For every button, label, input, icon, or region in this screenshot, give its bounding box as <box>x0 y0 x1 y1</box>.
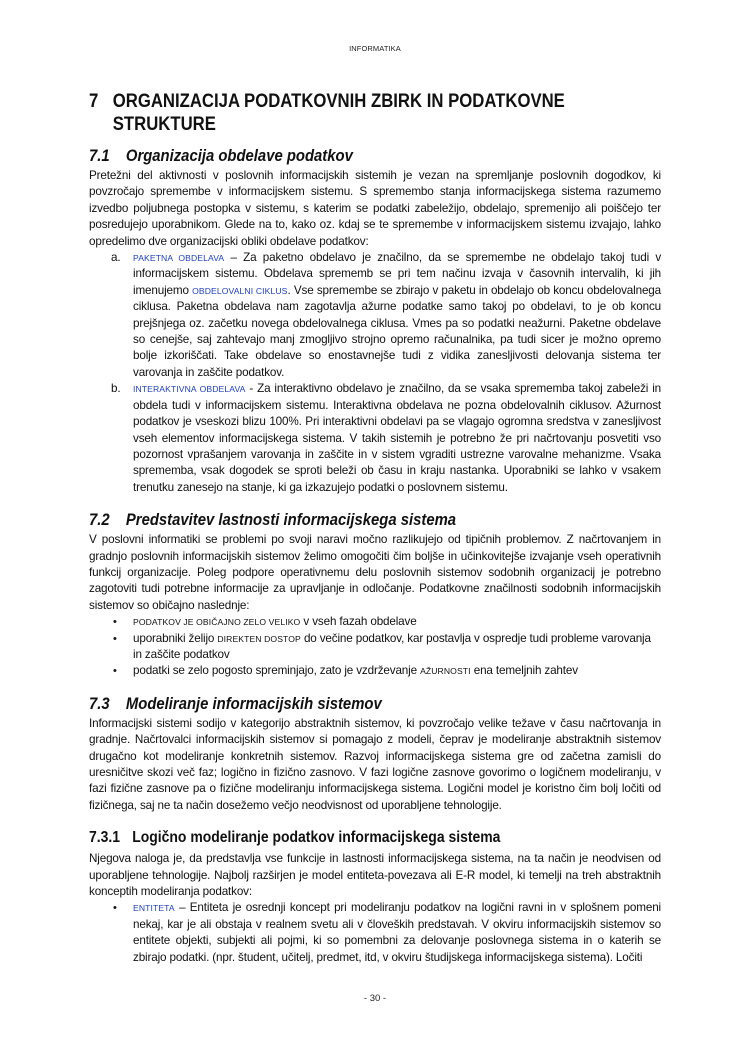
section-number: 7.2 <box>89 511 110 530</box>
list-marker: a. <box>111 251 121 265</box>
bullet-icon: • <box>113 902 117 915</box>
text-run: uporabniki želijo <box>133 631 218 645</box>
list-item-text <box>133 663 661 679</box>
list-marker: b. <box>111 382 121 396</box>
subsection-heading-7-3-1 <box>89 828 665 848</box>
small-caps-term: AŽURNOSTI <box>420 666 471 677</box>
term-highlight: PAKETNA OBDELAVA <box>133 253 225 264</box>
section-heading-7-3 <box>89 694 665 714</box>
running-header: INFORMATIKA <box>349 44 401 53</box>
text-run: - Za interaktivno obdelavo je značilno, da se vsaka sprememba takoj zabeleži in obdela tudi v informacijskem sistemu. Interaktivna obdelava ne pozna obdelovalnih ciklusov. Ažurnost podatkov je vseskozi blizu 100%. Pri interaktivni obdelavi pa se vlagajo ogromna sredstva v zanesljivost vseh elementov informacijskega sistema. V takih sistemih je potrebno že pri načrtovanju posvetiti vso pozornost vprašanjem varovanja in zaščite in v sistem vgraditi ustrezne varovalne mehanizme. Vsaka sprememba, vsak dogodek se sproti beleži ob času in kraju nastanka. Uporabniki se lahko v vsakem trenutku zanesejo na stanje, ki ga izkazujejo podatki o poslovnem sistemu. <box>133 382 661 494</box>
bullet-icon: • <box>113 632 117 645</box>
list-item <box>89 631 661 664</box>
paragraph: V poslovni informatiki se problemi po svoji naravi močno razlikujejo od tipičnih problemov. Z načrtovanjem in gradnjo poslovnih informacijskih sistemov želimo omogočiti čim boljše in učinkovitejše izvajanje vseh operativnih funkcij organizacije. Poleg podpore operativnemu delu poslovnih sistemov sodobnih organizacij je potrebno zagotoviti tudi potrebne informacije za upravljanje in odločanje. Podatkovne značilnosti sodobnih informacijskih sistemov so običajno naslednje: <box>89 533 661 612</box>
section-number: 7.1 <box>89 147 110 165</box>
list-item-text <box>133 381 661 496</box>
chapter-number: 7 <box>89 91 99 112</box>
list-item-text <box>133 250 661 381</box>
paragraph: Pretežni del aktivnosti v poslovnih informacijskih sistemih je vezan na spremljanje poslovnih dogodkov, ki povzročajo spremembe v informacijskem sistemu. S spremembo stanja informacijskega sistema razumemo izvedbo poljubnega postopka v sistemu, s katerim se podatki zabeležijo, obdelajo, spremenijo ali poiščejo ter posredujejo uporabnikom. Glede na to, kako oz. kdaj se te spremembe v informacijskem sistemu izvajajo, lahko opredelimo dve organizacijski obliki obdelave podatkov: <box>89 169 661 248</box>
list-item <box>89 900 661 966</box>
section-heading-7-1 <box>89 146 665 166</box>
small-caps-term: PODATKOV JE OBIČAJNO ZELO VELIKO <box>133 617 301 628</box>
section-number: 7.3 <box>89 694 110 713</box>
properties-list <box>89 614 661 680</box>
paragraph: Njegova naloga je, da predstavlja vse funkcije in lastnosti informacijskega sistema, na ta način je neodvisen od uporabljene tehnologije. Najbolj razširjen je model entiteta-povezava ali E-R model, ki temelji na treh abstraktnih konceptih modeliranja podatkov: <box>89 852 661 899</box>
er-concepts-list <box>89 900 661 966</box>
text-run: – Entiteta je osrednji koncept pri modeliranju podatkov na logični ravni in v splošnem pomeni nekaj, kar je ali obstaja v realnem svetu ali v človeških predstavah. V okviru informacijskih sistemov so entitete objekti, subjekti ali pojmi, ki so pomembni za delovanje poslovnega sistema in o katerih se zbirajo podatki. (npr. študent, učitelj, predmet, itd, v okviru študijskega informacijskega sistema). Ločiti <box>133 901 661 964</box>
term-highlight: OBDELOVALNI CIKLUS <box>192 285 288 296</box>
page-number: - 30 - <box>363 993 387 1004</box>
paragraph: Informacijski sistemi sodijo v kategorijo abstraktnih sistemov, ki povzročajo velike težave v času načrtovanja in gradnje. Načrtovalci informacijskih sistemov si pomagajo z modeli, čeprav je modeliranje abstraktnih sistemov drugačno kot modeliranje konkretnih sistemov. Razvoj informacijskega sistema gre od začetna zamisli do uresničitve skozi več faz; logično in fizično zasnovo. V fazi logične zasnove govorimo o logičnem modeliranju, v fazi fizične zasnove pa o fizične modeliranju informacijskega sistema. Logični model je koristno čim bolj ločiti od fizičnega, saj ne ta način dosežemo večjo neodvisnost od uporabljene tehnologije. <box>89 716 661 812</box>
page-content <box>89 90 661 966</box>
list-item <box>89 663 661 679</box>
list-item <box>89 381 661 496</box>
subsection-title: Logično modeliranje podatkov informacijskega sistema <box>132 829 501 847</box>
section-title: Organizacija obdelave podatkov <box>125 147 353 165</box>
term-highlight: ENTITETA <box>133 903 175 914</box>
section-title: Modeliranje informacijskih sistemov <box>125 694 382 713</box>
list-item <box>89 614 661 630</box>
bullet-icon: • <box>113 665 117 678</box>
text-run: . Vse spremembe se zbirajo v paketu in obdelajo ob koncu obdelovalnega ciklusa. Paketna obdelava nam zagotavlja ažurne podatke samo takoj po obdelavi, to je ob koncu prejšnjega oz. začetku novega obdelovalnega ciklusa. Vmes pa so podatki neažurni. Paketne obdelave so cenejše, saj zahtevajo manj zmogljivo strojno opremo računalnika, pa tudi sicer je možno opremo bolje izkoriščati. Take obdelave so enostavnejše tudi z vidika zanesljivosti delovanja sistema ter varovanja in zaščite podatkov. <box>133 283 661 379</box>
chapter-title: ORGANIZACIJA PODATKOVNIH ZBIRK IN PODATKOVNE STRUKTURE <box>112 91 565 135</box>
list-item-text <box>133 900 661 966</box>
chapter-heading <box>89 90 661 136</box>
text-run: v vseh fazah obdelave <box>300 615 417 629</box>
list-item <box>89 250 661 381</box>
bullet-icon: • <box>113 616 117 629</box>
section-heading-7-2 <box>89 510 665 530</box>
section-title: Predstavitev lastnosti informacijskega sistema <box>125 511 457 530</box>
small-caps-term: DIREKTEN DOSTOP <box>217 633 301 644</box>
text-run: ena temeljnih zahtev <box>470 664 578 678</box>
text-run: podatki se zelo pogosto spreminjajo, zato je vzdrževanje <box>133 664 421 678</box>
list-item-text <box>133 631 661 664</box>
text-run: do večine podatkov, kar postavlja v ospredje tudi probleme varovanja in zaščite podatkov <box>133 631 651 661</box>
text-run: – Za paketno obdelavo je značilno, da se spremembe ne obdelajo takoj tudi v informacijskem sistemu. Obdelava sprememb se pri tem načinu izvaja v časovnih intervalih, ki jih imenujemo <box>133 251 662 297</box>
subsection-number: 7.3.1 <box>89 829 121 847</box>
processing-types-list <box>89 250 661 496</box>
term-highlight: INTERAKTIVNA OBDELAVA <box>133 384 246 395</box>
list-item-text <box>133 614 661 630</box>
